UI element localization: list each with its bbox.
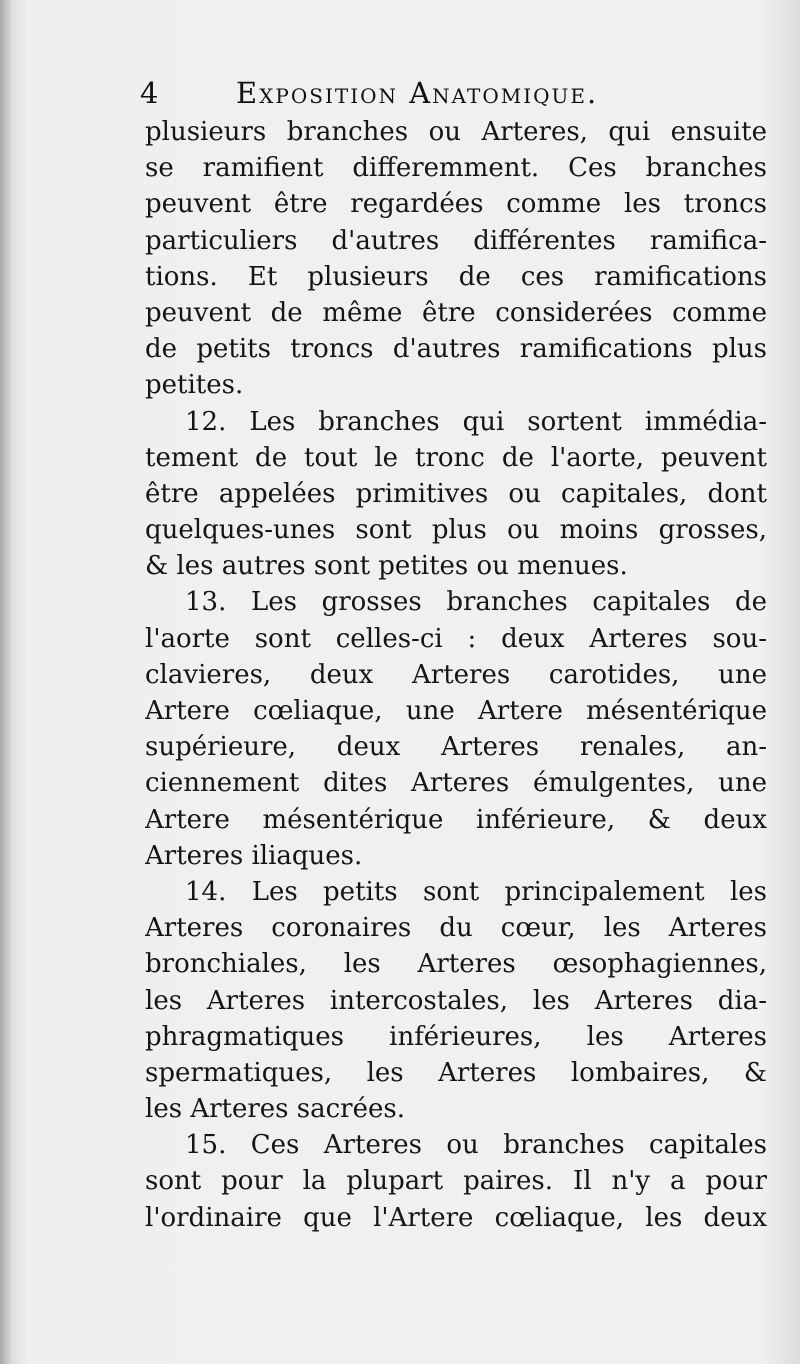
- text-line: peuvent être regardées comme les troncs: [145, 189, 767, 220]
- text-line: particuliers d'autres différentes ramifica-: [145, 225, 767, 256]
- text-line: tions. Et plusieurs de ces ramifications: [145, 261, 767, 292]
- text-line: & les autres sont petites ou menues.: [145, 551, 628, 582]
- text-line: petites.: [145, 370, 244, 401]
- page-gutter-shadow: [0, 0, 12, 1364]
- text-line: tement de tout le tronc de l'aorte, peuvent: [145, 442, 767, 473]
- text-line: l'aorte sont celles-ci : deux Arteres sou-: [145, 623, 767, 654]
- text-line: clavieres, deux Arteres carotides, une: [145, 659, 767, 690]
- text-line: Artere mésentérique inférieure, & deux: [145, 804, 767, 835]
- running-title: Exposition Anatomique.: [236, 76, 599, 110]
- text-line: peuvent de même être considerées comme: [145, 297, 767, 328]
- text-line: l'ordinaire que l'Artere cœliaque, les deux: [145, 1202, 767, 1233]
- text-line: supérieure, deux Arteres renales, an-: [145, 732, 767, 763]
- text-line: spermatiques, les Arteres lombaires, &: [145, 1057, 767, 1088]
- body-text: [145, 114, 767, 1236]
- text-line: ciennement dites Arteres émulgentes, une: [145, 768, 767, 799]
- text-line: Arteres coronaires du cœur, les Arteres: [145, 913, 767, 944]
- paragraph-start-line: 14. Les petits sont principalement les: [185, 876, 767, 907]
- text-line: se ramifient differemment. Ces branches: [145, 153, 767, 184]
- text-line: les Arteres intercostales, les Arteres dia-: [145, 985, 767, 1016]
- text-line: bronchiales, les Arteres œsophagiennes,: [145, 949, 767, 980]
- text-line: phragmatiques inférieures, les Arteres: [145, 1021, 767, 1052]
- page-number: 4: [140, 76, 159, 110]
- text-line: de petits troncs d'autres ramifications plus: [145, 334, 767, 365]
- text-line: les Arteres sacrées.: [145, 1094, 405, 1125]
- text-line: Arteres iliaques.: [145, 840, 363, 871]
- paragraph-start-line: 12. Les branches qui sortent immédia-: [185, 406, 767, 437]
- text-line: quelques-unes sont plus ou moins grosses,: [145, 515, 767, 546]
- text-line: être appelées primitives ou capitales, dont: [145, 478, 767, 509]
- text-line: plusieurs branches ou Arteres, qui ensuite: [145, 117, 767, 147]
- paragraph-start-line: 13. Les grosses branches capitales de: [185, 587, 767, 618]
- page-header: [140, 76, 660, 116]
- paragraph-start-line: 15. Ces Arteres ou branches capitales: [185, 1130, 767, 1161]
- text-line: sont pour la plupart paires. Il n'y a pour: [145, 1166, 767, 1197]
- text-line: Artere cœliaque, une Artere mésentérique: [145, 696, 767, 726]
